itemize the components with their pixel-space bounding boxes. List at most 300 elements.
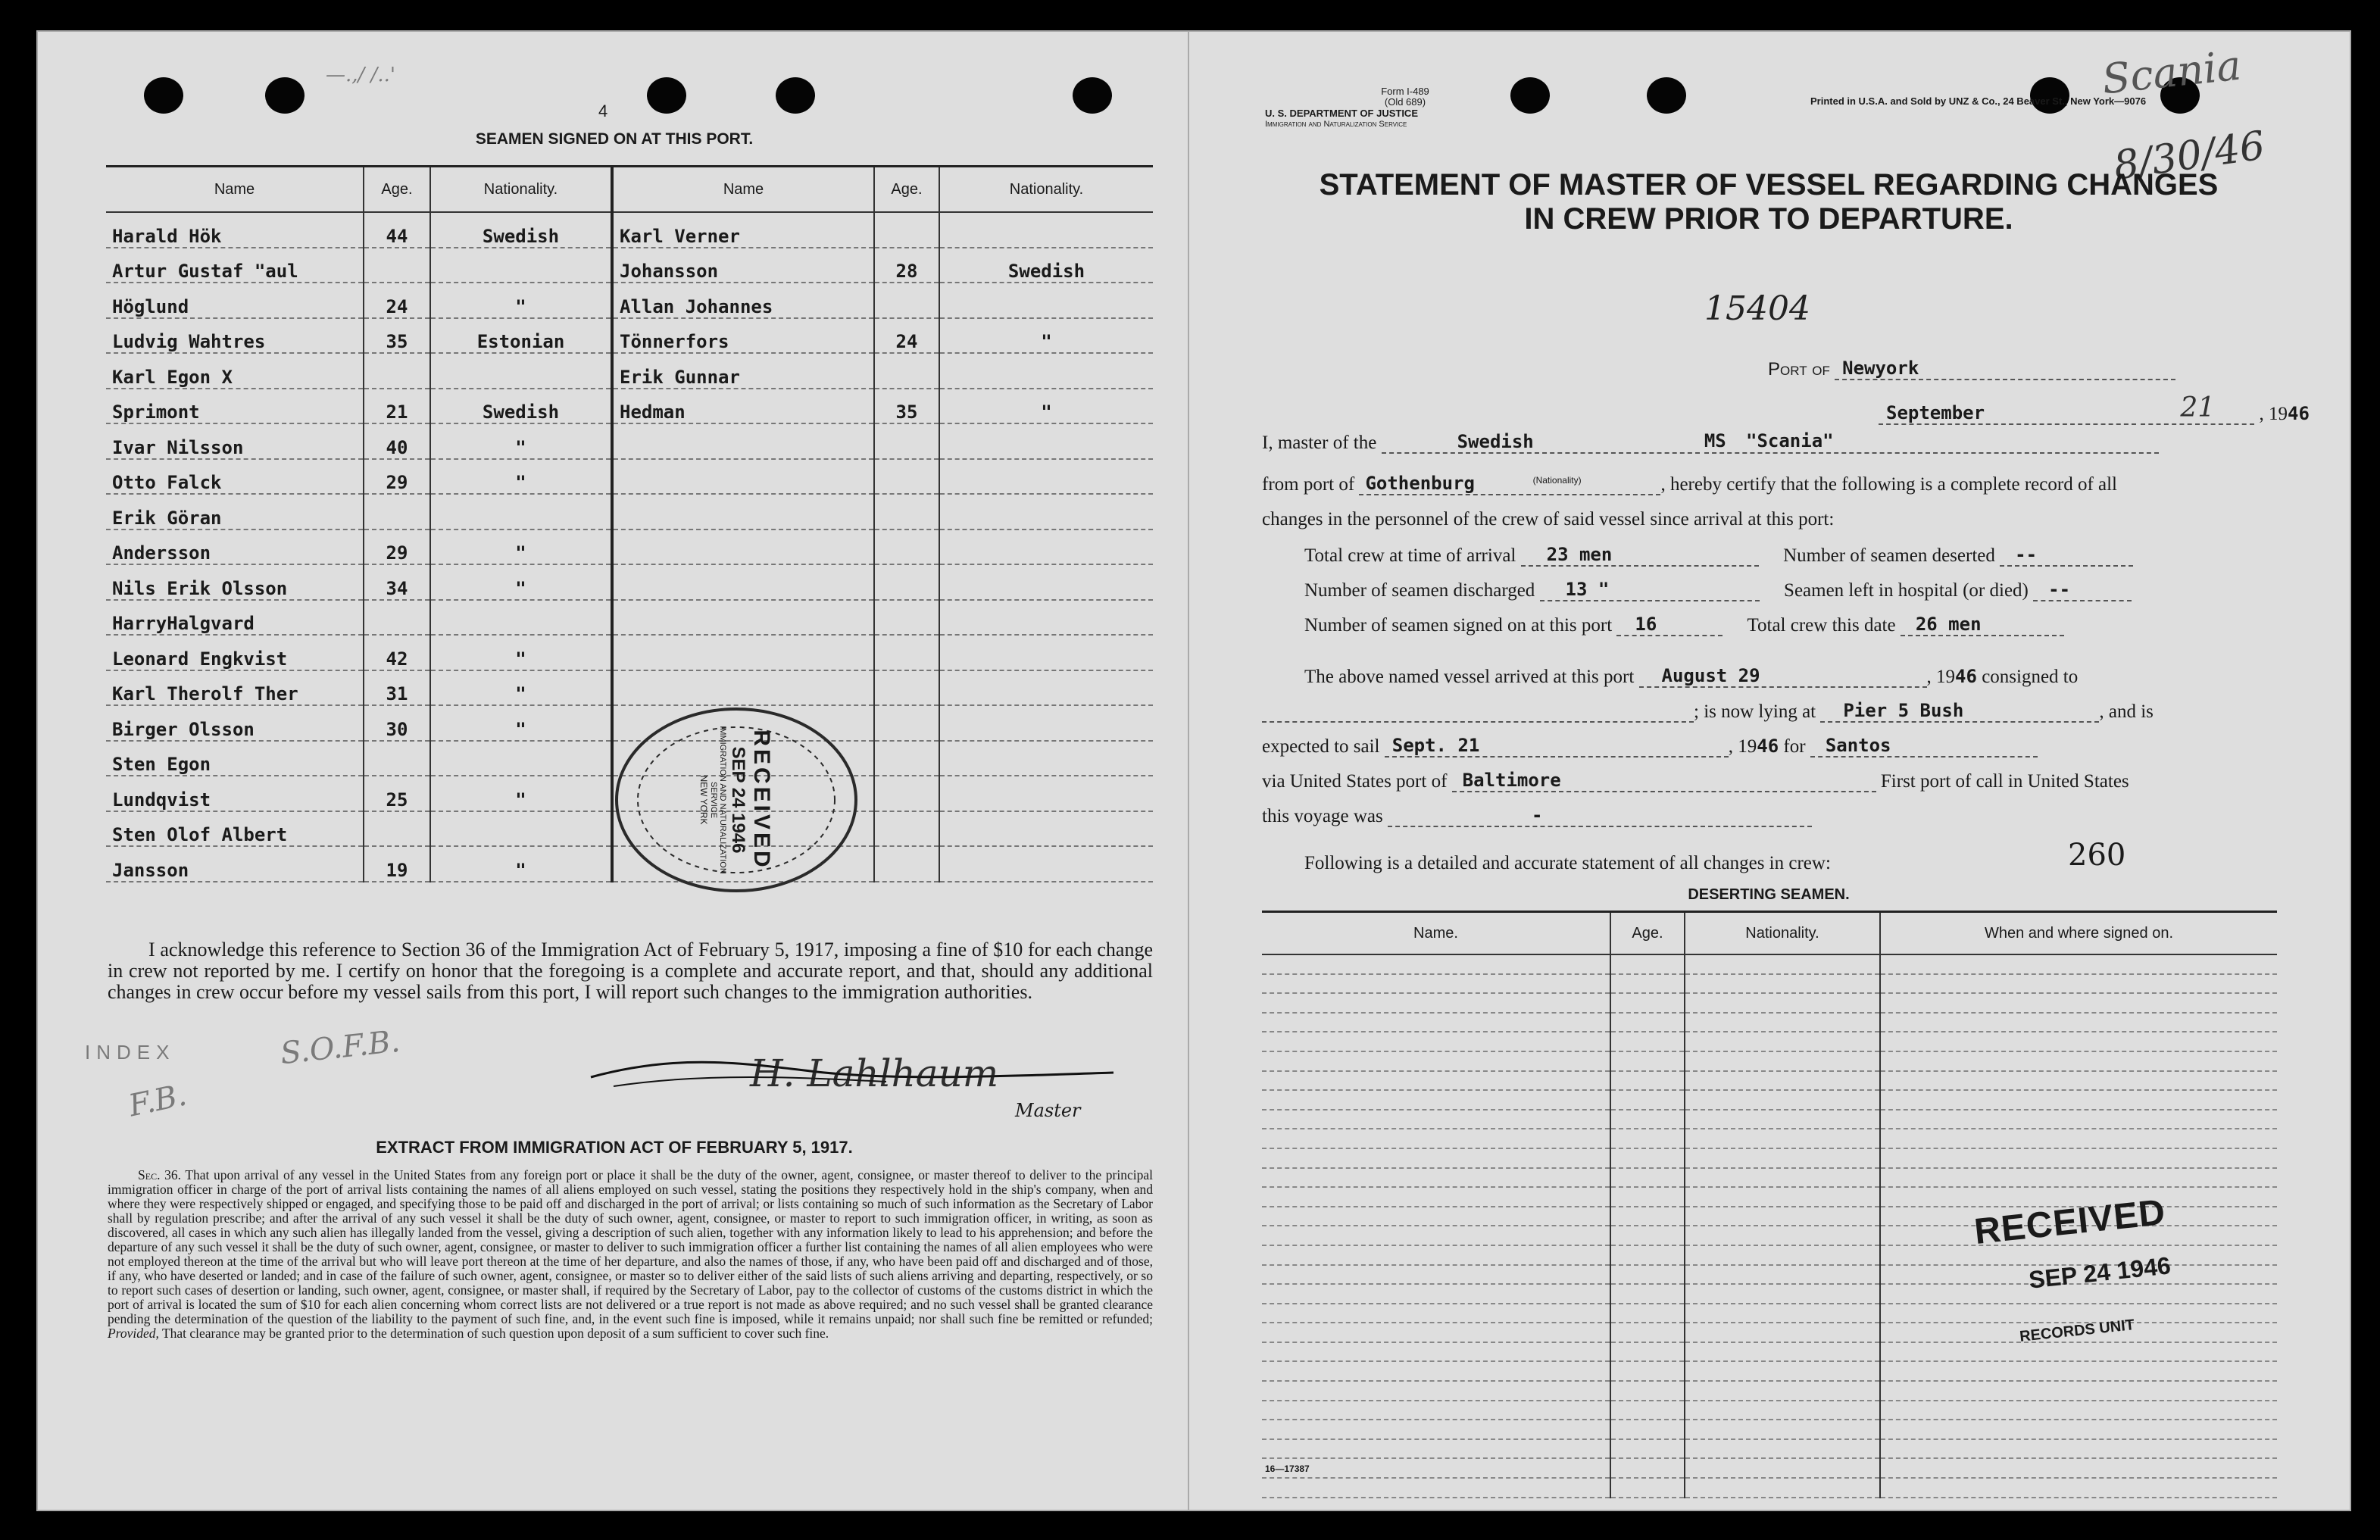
desert-when-where — [1880, 1439, 2277, 1459]
desert-age — [1610, 1342, 1685, 1362]
desert-nationality — [1685, 1090, 1880, 1110]
seaman-nationality — [939, 423, 1153, 459]
received-stamp-date: SEP 24 1946 — [2027, 1251, 2172, 1294]
desert-age — [1610, 1420, 1685, 1439]
seaman-nationality — [939, 705, 1153, 741]
desert-age — [1610, 1458, 1685, 1478]
col-header-when-where: When and where signed on. — [1880, 912, 2277, 955]
table-row — [106, 600, 1153, 636]
seaman-age: 29 — [364, 529, 430, 565]
received-stamp-circle — [607, 701, 865, 898]
desert-name — [1262, 1129, 1610, 1148]
and-is-label: , and is — [2099, 701, 2154, 722]
from-port-label: from port of — [1262, 474, 1355, 495]
desert-nationality — [1685, 1304, 1880, 1323]
table-header-row — [1262, 912, 2277, 955]
table-row — [106, 353, 1153, 389]
voyage-row — [1262, 804, 1812, 827]
first-port-label: First port of call in United States — [1880, 771, 2129, 792]
pencil-initials: F.B. — [126, 1077, 190, 1124]
desert-when-where — [1880, 1420, 2277, 1439]
pencil-mark: —.,/ /..' — [326, 64, 395, 86]
seaman-age — [874, 529, 939, 565]
certify-text: , hereby certify that the following is a complete record of all — [1660, 474, 2118, 495]
seaman-nationality — [430, 741, 612, 776]
desert-age — [1610, 1129, 1685, 1148]
seaman-name: Tönnerfors — [612, 318, 874, 354]
desert-nationality — [1685, 1032, 1880, 1051]
desert-nationality — [1685, 1168, 1880, 1188]
desert-name — [1262, 1458, 1610, 1478]
seaman-name: HarryHalgvard — [106, 600, 364, 636]
desert-name — [1262, 1478, 1610, 1498]
deserted-value: -- — [2000, 544, 2133, 567]
discharged-label: Number of seamen discharged — [1304, 580, 1535, 601]
col-header-name: Name — [612, 167, 874, 213]
via-label: via United States port of — [1262, 771, 1448, 792]
desert-when-where — [1880, 1032, 2277, 1051]
seaman-nationality — [939, 494, 1153, 529]
stamp-number: 260 — [2068, 838, 2126, 873]
desert-age — [1610, 993, 1685, 1013]
desert-age — [1610, 1110, 1685, 1129]
pencil-index-mark: INDEX — [85, 1041, 176, 1064]
table-row — [1262, 974, 2277, 994]
pencil-initials: S.O.F.B. — [279, 1023, 402, 1072]
expected-row: expected to sail Sept. 21 , 1946 for Santos — [1262, 735, 2038, 758]
seaman-name — [612, 494, 874, 529]
seaman-age: 35 — [364, 318, 430, 354]
voyage-value: - — [1388, 804, 1812, 827]
title-line-1: STATEMENT OF MASTER OF VESSEL REGARDING CHANGES — [1319, 168, 2219, 201]
received-stamp-sub: RECORDS UNIT — [2019, 1317, 2135, 1345]
desert-name — [1262, 1226, 1610, 1245]
table-row — [1262, 1458, 2277, 1478]
extract-title: EXTRACT FROM IMMIGRATION ACT OF FEBRUARY 5, 1917. — [376, 1138, 853, 1157]
form-old-number: (Old 689) — [1384, 96, 1426, 108]
extract-text — [108, 1168, 1153, 1341]
desert-name — [1262, 954, 1610, 974]
desert-age — [1610, 974, 1685, 994]
desert-when-where — [1880, 993, 2277, 1013]
consignee-blank — [1262, 721, 1694, 723]
seaman-name: Johansson — [612, 248, 874, 283]
desert-name — [1262, 1245, 1610, 1265]
desert-name — [1262, 1361, 1610, 1381]
department-name: U. S. DEPARTMENT OF JUSTICE — [1265, 108, 1418, 119]
seaman-age: 44 — [364, 212, 430, 248]
nationality-caption: (Nationality) — [1532, 475, 1582, 486]
seaman-name — [612, 600, 874, 636]
for-value: Santos — [1810, 735, 2038, 758]
desert-nationality — [1685, 1187, 1880, 1207]
table-header-row — [106, 167, 1153, 213]
from-port-value: Gothenburg — [1359, 473, 1660, 495]
desert-nationality — [1685, 1110, 1880, 1129]
punch-hole — [776, 77, 815, 114]
lying-value: Pier 5 Bush — [1820, 700, 2099, 723]
desert-age — [1610, 1013, 1685, 1032]
following-text: Following is a detailed and accurate statement of all changes in crew: — [1304, 853, 1831, 873]
desert-nationality — [1685, 974, 1880, 994]
signed-on-value: 16 — [1616, 614, 1723, 636]
vessel-prefix: MS — [1704, 430, 1726, 451]
seaman-nationality — [939, 776, 1153, 811]
seaman-age — [874, 741, 939, 776]
seaman-age — [874, 353, 939, 389]
seaman-age — [874, 564, 939, 600]
seaman-name: Ivar Nilsson — [106, 423, 364, 459]
desert-when-where — [1880, 1013, 2277, 1032]
form-number: Form I-489 — [1381, 86, 1429, 97]
seaman-age — [364, 353, 430, 389]
desert-when-where — [1880, 1110, 2277, 1129]
punch-hole — [265, 77, 305, 114]
desert-name — [1262, 993, 1610, 1013]
left-page — [36, 30, 1189, 1511]
via-value: Baltimore — [1452, 770, 1876, 792]
desert-name — [1262, 1381, 1610, 1401]
printer-credit: Printed in U.S.A. and Sold by UNZ & Co., 24 Beaver St., New York—9076 — [1810, 95, 2147, 107]
arrived-label: The above named vessel arrived at this port — [1304, 667, 1635, 687]
stamp-text-block — [638, 671, 835, 929]
col-header-nationality: Nationality. — [1685, 912, 1880, 955]
punch-hole — [1647, 77, 1686, 114]
desert-age — [1610, 1090, 1685, 1110]
desert-nationality — [1685, 1245, 1880, 1265]
seaman-age — [874, 811, 939, 847]
signed-on-label: Number of seamen signed on at this port — [1304, 615, 1613, 636]
seaman-nationality: " — [939, 318, 1153, 354]
desert-nationality — [1685, 1478, 1880, 1498]
seaman-age: 25 — [364, 776, 430, 811]
stamp-city: NEW YORK — [698, 775, 709, 825]
desert-when-where — [1880, 1129, 2277, 1148]
desert-age — [1610, 1284, 1685, 1304]
from-port-row — [1262, 473, 2117, 495]
desert-nationality — [1685, 1342, 1880, 1362]
desert-age — [1610, 1148, 1685, 1168]
desert-name — [1262, 1090, 1610, 1110]
form-number-block — [1333, 86, 1477, 108]
expected-year: 46 — [1757, 736, 1779, 757]
desert-name — [1262, 1323, 1610, 1342]
port-row — [1768, 358, 2175, 380]
seaman-nationality — [939, 459, 1153, 495]
changes-row: changes in the personnel of the crew of said vessel since arrival at this port: — [1262, 509, 1835, 529]
seaman-nationality — [939, 635, 1153, 670]
punch-hole — [1510, 77, 1550, 114]
voyage-label: this voyage was — [1262, 806, 1383, 826]
seaman-age — [874, 212, 939, 248]
hospital-label: Seamen left in hospital (or died) — [1784, 580, 2029, 601]
desert-nationality — [1685, 1265, 1880, 1285]
date-year-prefix: , 19 — [2259, 404, 2288, 424]
seaman-nationality: " — [430, 705, 612, 741]
col-header-age: Age. — [1610, 912, 1685, 955]
seaman-nationality: Estonian — [430, 318, 612, 354]
seaman-nationality — [939, 353, 1153, 389]
seaman-nationality: " — [430, 776, 612, 811]
seaman-age: 40 — [364, 423, 430, 459]
desert-when-where — [1880, 1458, 2277, 1478]
desert-nationality — [1685, 1458, 1880, 1478]
desert-name — [1262, 1148, 1610, 1168]
service-name: Immigration and Naturalization Service — [1265, 120, 1407, 129]
seaman-age — [364, 600, 430, 636]
table-row — [106, 283, 1153, 318]
desert-name — [1262, 1071, 1610, 1091]
extract-end: That clearance may be granted prior to the determination of such question upon deposit of a sum sufficient to cover such fine. — [161, 1326, 829, 1341]
seaman-name: Otto Falck — [106, 459, 364, 495]
seaman-nationality: " — [430, 670, 612, 706]
table-row — [1262, 1051, 2277, 1071]
desert-when-where — [1880, 1168, 2277, 1188]
table-row — [1262, 1284, 2277, 1304]
seaman-name: Hedman — [612, 389, 874, 424]
seaman-age — [874, 459, 939, 495]
desert-name — [1262, 1207, 1610, 1226]
port-value: Newyork — [1835, 358, 2175, 380]
seaman-nationality — [939, 529, 1153, 565]
table-row — [1262, 1168, 2277, 1188]
date-day: 21 — [2141, 392, 2254, 425]
seaman-age — [874, 776, 939, 811]
table-row — [1262, 1478, 2277, 1498]
desert-nationality — [1685, 1226, 1880, 1245]
expected-label: expected to sail — [1262, 736, 1380, 757]
signature-text: H. Lahlhaum — [750, 1051, 999, 1095]
seaman-nationality — [939, 212, 1153, 248]
table-row — [1262, 1090, 2277, 1110]
seaman-nationality: " — [430, 423, 612, 459]
desert-name — [1262, 1342, 1610, 1362]
table-row — [1262, 1342, 2277, 1362]
handwritten-ship-name: Scania — [2100, 41, 2244, 104]
table-row — [106, 212, 1153, 248]
stamp-date: SEP 24 1946 — [728, 746, 748, 854]
desert-when-where — [1880, 1361, 2277, 1381]
seaman-name: Höglund — [106, 283, 364, 318]
desert-when-where — [1880, 1342, 2277, 1362]
desert-when-where — [1880, 1401, 2277, 1420]
total-crew-arrival-value: 23 men — [1521, 544, 1759, 567]
desert-name — [1262, 1304, 1610, 1323]
seaman-nationality: " — [430, 283, 612, 318]
table-row — [1262, 1110, 2277, 1129]
seaman-age: 24 — [364, 283, 430, 318]
seaman-age: 24 — [874, 318, 939, 354]
received-stamp: RECEIVED — [1972, 1192, 2168, 1253]
seaman-nationality — [939, 811, 1153, 847]
desert-name — [1262, 1187, 1610, 1207]
desert-when-where — [1880, 1478, 2277, 1498]
desert-name — [1262, 1284, 1610, 1304]
seaman-name — [612, 564, 874, 600]
nationality-value: Swedish — [1457, 431, 1534, 452]
hospital-value: -- — [2033, 579, 2132, 601]
desert-nationality — [1685, 1323, 1880, 1342]
col-header-age: Age. — [364, 167, 430, 213]
seaman-nationality: Swedish — [430, 389, 612, 424]
for-label: for — [1783, 736, 1806, 757]
seaman-name: Jansson — [106, 846, 364, 882]
desert-nationality — [1685, 1013, 1880, 1032]
desert-nationality — [1685, 1361, 1880, 1381]
table-row — [106, 529, 1153, 565]
seaman-nationality — [939, 283, 1153, 318]
desert-age — [1610, 1439, 1685, 1459]
desert-nationality — [1685, 993, 1880, 1013]
seaman-nationality — [939, 600, 1153, 636]
seaman-nationality: " — [430, 846, 612, 882]
deserting-title: DESERTING SEAMEN. — [1688, 886, 1850, 903]
desert-nationality — [1685, 1284, 1880, 1304]
desert-name — [1262, 1168, 1610, 1188]
desert-when-where — [1880, 1304, 2277, 1323]
seaman-age — [874, 283, 939, 318]
arrived-row: The above named vessel arrived at this port August 29 , 1946 consigned to — [1304, 665, 2079, 687]
seaman-nationality: Swedish — [430, 212, 612, 248]
desert-name — [1262, 1439, 1610, 1459]
file-number: 15404 — [1704, 289, 1810, 328]
desert-name — [1262, 1013, 1610, 1032]
arrived-value: August 29 — [1639, 665, 1927, 688]
seaman-age — [874, 494, 939, 529]
seaman-name: Sten Egon — [106, 741, 364, 776]
seaman-nationality: Swedish — [939, 248, 1153, 283]
desert-nationality — [1685, 1420, 1880, 1439]
seaman-age: 35 — [874, 389, 939, 424]
desert-name — [1262, 1420, 1610, 1439]
lying-label: ; is now lying at — [1694, 701, 1816, 722]
table-row — [1262, 1401, 2277, 1420]
desert-age — [1610, 1051, 1685, 1071]
seaman-nationality — [939, 741, 1153, 776]
desert-age — [1610, 1071, 1685, 1091]
table-row — [106, 670, 1153, 706]
discharged-value: 13 " — [1540, 579, 1760, 601]
seaman-nationality — [430, 600, 612, 636]
desert-age — [1610, 1207, 1685, 1226]
seaman-name: Sprimont — [106, 389, 364, 424]
desert-age — [1610, 1381, 1685, 1401]
desert-age — [1610, 1187, 1685, 1207]
col-header-name: Name — [106, 167, 364, 213]
port-label: Port of — [1768, 359, 1830, 380]
seaman-nationality — [430, 248, 612, 283]
crew-row-2 — [1304, 579, 2132, 601]
seaman-name — [612, 423, 874, 459]
desert-when-where — [1880, 1090, 2277, 1110]
seaman-age — [874, 635, 939, 670]
seaman-age — [364, 811, 430, 847]
desert-nationality — [1685, 1148, 1880, 1168]
right-page — [1188, 30, 2351, 1511]
date-row — [1879, 392, 2310, 425]
table-row — [1262, 1381, 2277, 1401]
table-row — [1262, 1148, 2277, 1168]
table-row — [106, 318, 1153, 354]
master-label: I, master of the — [1262, 433, 1377, 453]
table-row — [106, 248, 1153, 283]
seaman-age — [364, 741, 430, 776]
desert-when-where — [1880, 974, 2277, 994]
seaman-nationality — [430, 811, 612, 847]
table-row — [1262, 1032, 2277, 1051]
col-header-name: Name. — [1262, 912, 1610, 955]
title-line-2: IN CREW PRIOR TO DEPARTURE. — [1524, 202, 2013, 236]
punch-hole — [144, 77, 183, 114]
col-header-age: Age. — [874, 167, 939, 213]
desert-name — [1262, 1110, 1610, 1129]
table-row — [106, 389, 1153, 424]
seaman-name — [612, 529, 874, 565]
total-crew-date-label: Total crew this date — [1747, 615, 1896, 636]
seaman-name: Nils Erik Olsson — [106, 564, 364, 600]
table-row — [106, 459, 1153, 495]
desert-age — [1610, 1478, 1685, 1498]
vessel-field — [1704, 430, 2159, 454]
crew-row-1 — [1304, 544, 2133, 567]
form-title — [1189, 168, 2227, 236]
stamp-received: RECEIVED — [749, 729, 774, 870]
crew-row-3 — [1304, 614, 2064, 636]
seaman-name: Ludvig Wahtres — [106, 318, 364, 354]
col-header-nationality: Nationality. — [430, 167, 612, 213]
seaman-name: Harald Hök — [106, 212, 364, 248]
desert-age — [1610, 1401, 1685, 1420]
desert-when-where — [1880, 1051, 2277, 1071]
desert-when-where — [1880, 954, 2277, 974]
date-year: 46 — [2288, 403, 2310, 424]
stamp-agency: IMMIGRATION AND NATURALIZATION SERVICE — [709, 726, 727, 874]
table-row — [1262, 954, 2277, 974]
seaman-nationality: " — [430, 635, 612, 670]
seaman-age — [874, 705, 939, 741]
extract-body: That upon arrival of any vessel in the United States from any foreign port or place it shall be the duty of the owner, agent, consignee, or master thereof to deliver to the principal immigration officer in charge of the port of arrival lists containing the names of all aliens employed on such vessel, stating the positions they respectively hold in the ship's company, when and where they were respectively shipped or engaged, and specifying those to be paid off and discharged in the port of arrival; or lists containing so much of such information as the Secretary of Labor shall by regulation prescribe; and after the arrival of any such vessel it shall be the duty of such owner, agent, consignee, or master to report to such immigration officer, in writing, as soon as discovered, all cases in which any such alien has illegally landed from the vessel, giving a description of such alien, together with any information likely to lead to his apprehension; and before the departure of any such vessel it shall be the duty of such owner, agent, consignee, or master to deliver to such immigration officer a further list containing the names of all alien employees who were not employed thereon at the time of the arrival but who will leave port thereon at the time of her departure, and also the names of those, if any, who have been paid off and discharged and of those, if any, who have deserted or landed; and in case of the failure of such owner, agent, consignee, or master so to deliver either of the said lists of such aliens arriving and departing, respectively, or so to report such cases of desertion or landing, such owner, agent, consignee, or master shall, if required by the Secretary of Labor, pay to the collector of customs of the customs district in which the port of arrival is located the sum of $10 for each alien concerning whom correct lists are not delivered or a true report is not made as above required; and no such vessel shall be granted clearance pending the determination of the question of the liability to the payment of such fine, and, in the event such fine is imposed, while it remains unpaid; nor shall such fine be remitted or refunded; — [108, 1167, 1153, 1326]
consigned-label: consigned to — [1982, 667, 2079, 687]
seaman-nationality — [939, 846, 1153, 882]
table-row — [1262, 1013, 2277, 1032]
seaman-name: Birger Olsson — [106, 705, 364, 741]
table-row — [1262, 1129, 2277, 1148]
seaman-nationality: " — [430, 459, 612, 495]
seaman-nationality: " — [939, 389, 1153, 424]
table-row — [106, 423, 1153, 459]
desert-age — [1610, 1323, 1685, 1342]
seaman-name: Karl Verner — [612, 212, 874, 248]
table-row — [1262, 1439, 2277, 1459]
desert-age — [1610, 1168, 1685, 1188]
total-crew-date-value: 26 men — [1901, 614, 2064, 636]
desert-nationality — [1685, 1439, 1880, 1459]
seaman-age — [874, 846, 939, 882]
seaman-name: Karl Therolf Ther — [106, 670, 364, 706]
desert-name — [1262, 1051, 1610, 1071]
seaman-age: 21 — [364, 389, 430, 424]
desert-name — [1262, 974, 1610, 994]
punch-hole — [1073, 77, 1112, 114]
desert-age — [1610, 954, 1685, 974]
seaman-name: Andersson — [106, 529, 364, 565]
table-row — [1262, 1420, 2277, 1439]
seaman-age: 34 — [364, 564, 430, 600]
arrived-year: 46 — [1955, 666, 1977, 687]
total-crew-arrival-label: Total crew at time of arrival — [1304, 545, 1516, 566]
desert-age — [1610, 1304, 1685, 1323]
punch-hole — [647, 77, 686, 114]
